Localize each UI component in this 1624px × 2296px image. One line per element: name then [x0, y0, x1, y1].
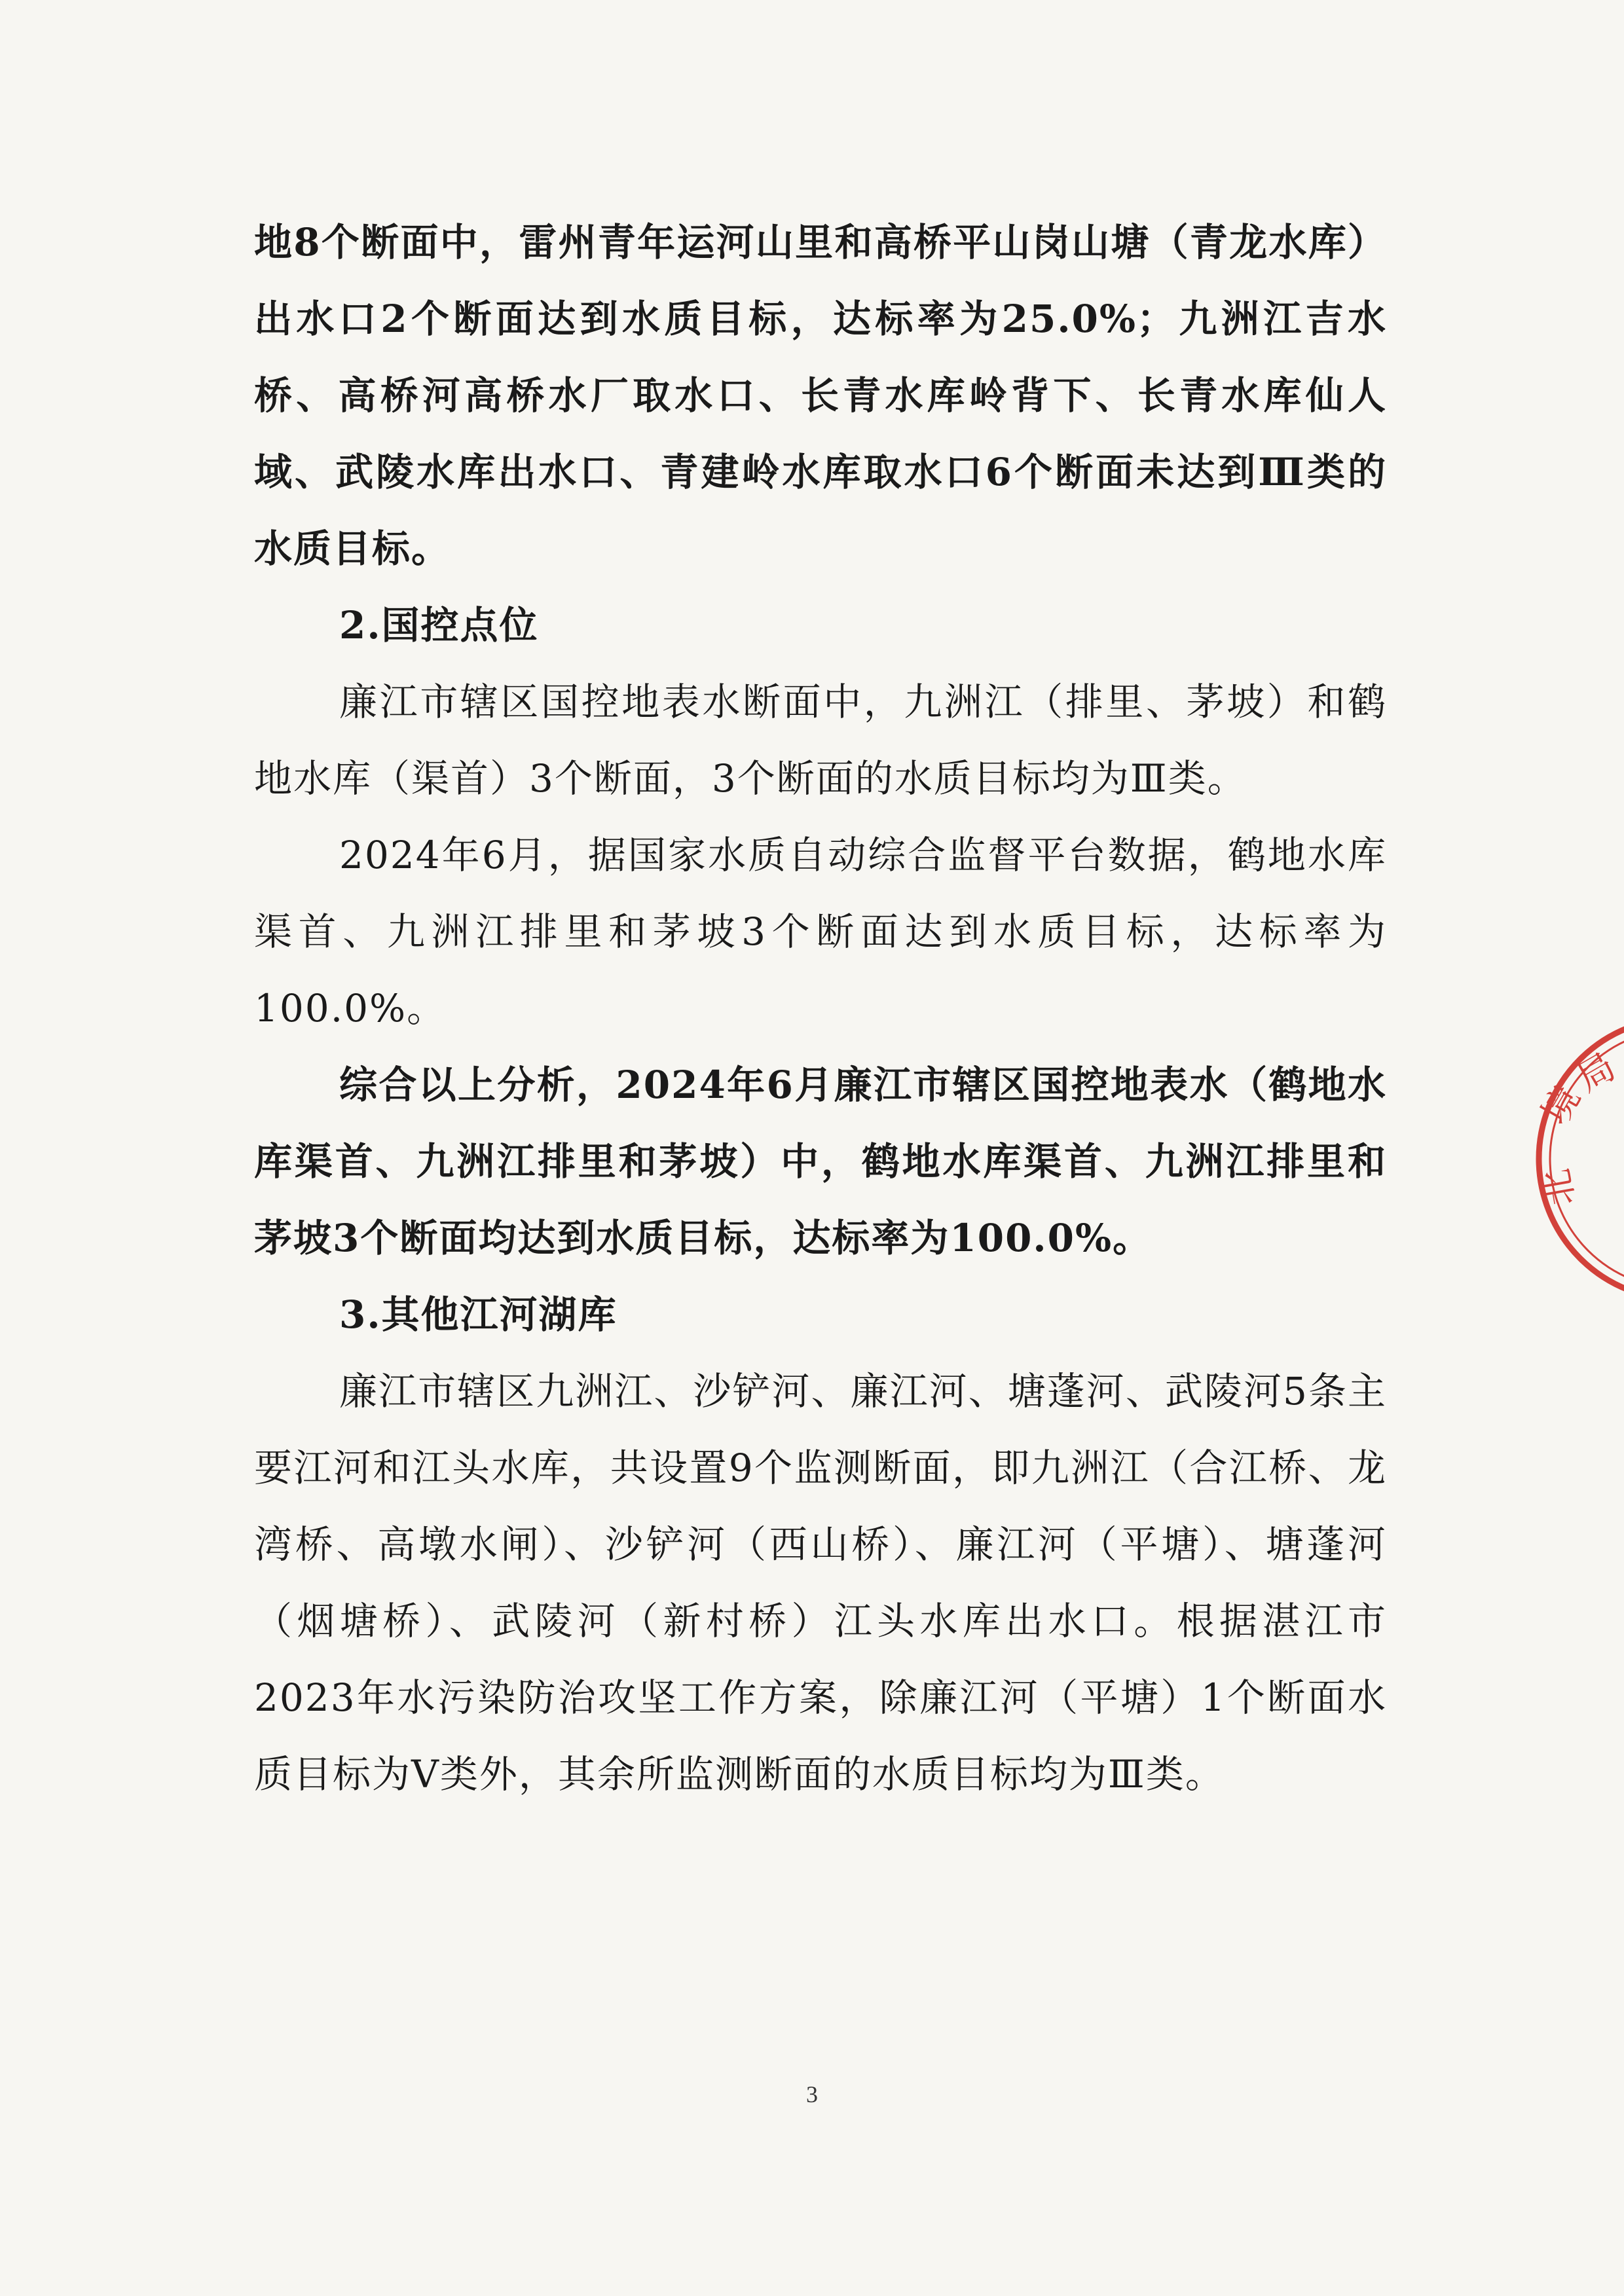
section-heading-other-rivers: 3.其他江河湖库 [339, 1292, 618, 1337]
paragraph-other-rivers: 廉江市辖区九洲江、沙铲河、廉江河、塘蓬河、武陵河5条主要江河和江头水库，共设置9个监测断面，即九洲江（合江桥、龙湾桥、高墩水闸）、沙铲河（西山桥）、廉江河（平塘）、塘蓬河（烟塘桥）、武陵河（新村桥）江头水库出水口。根据湛江市2023年水污染防治攻坚工作方案，除廉江河（平塘）1个断面水质目标为Ⅴ类外，其余所监测断面的水质目标均为Ⅲ类。 [254, 1369, 1387, 1796]
svg-text:北: 北 [1534, 1165, 1583, 1209]
paragraph-june-data: 2024年6月，据国家水质自动综合监督平台数据，鹤地水库渠首、九洲江排里和茅坡3个断面达到水质目标，达标率为100.0%。 [254, 833, 1387, 1030]
page-number: 3 [806, 2081, 818, 2107]
svg-text:境: 境 [1534, 1079, 1589, 1133]
official-seal-icon [1526, 1002, 1624, 1316]
svg-text:局: 局 [1570, 1045, 1623, 1101]
paragraph-analysis-summary: 综合以上分析，2024年6月廉江市辖区国控地表水（鹤地水库渠首、九洲江排里和茅坡）中，鹤地水库渠首、九洲江排里和茅坡3个断面均达到水质目标，达标率为100.0%。 [254, 1063, 1387, 1260]
paragraph-provincial-summary: 地8个断面中，雷州青年运河山里和高桥平山岗山塘（青龙水库）出水口2个断面达到水质目标，达标率为25.0%；九洲江吉水桥、高桥河高桥水厂取水口、长青水库岭背下、长青水库仙人域、武陵水库出水口、青建岭水库取水口6个断面未达到Ⅲ类的水质目标。 [254, 220, 1387, 571]
paragraph-national-sections: 廉江市辖区国控地表水断面中，九洲江（排里、茅坡）和鹤地水库（渠首）3个断面，3个断面的水质目标均为Ⅲ类。 [254, 680, 1387, 801]
document-body [254, 204, 1387, 1813]
section-heading-national-points: 2.国控点位 [339, 603, 539, 647]
